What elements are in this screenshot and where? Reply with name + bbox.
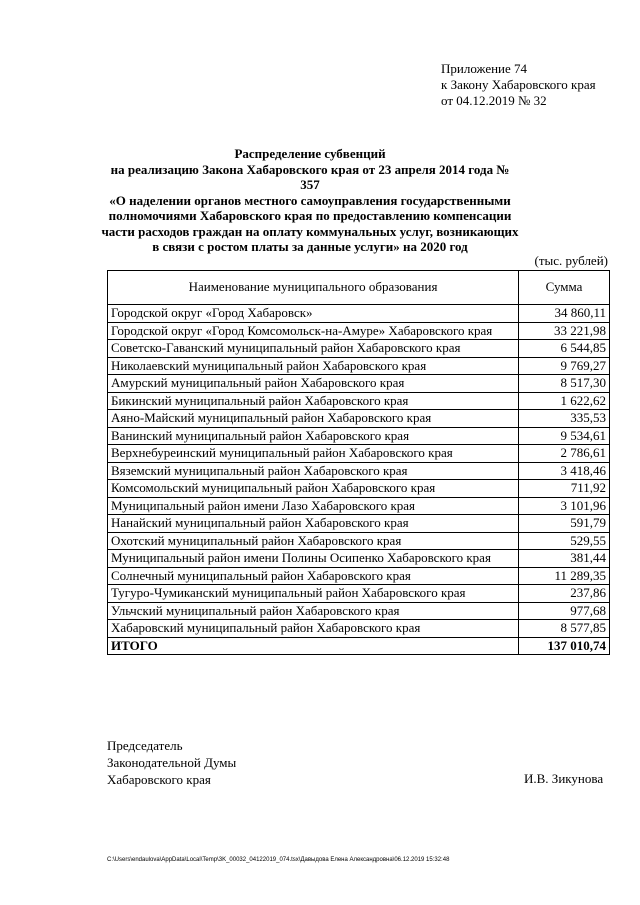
total-sum: 137 010,74: [519, 637, 610, 655]
row-name: Хабаровский муниципальный район Хабаровского края: [108, 620, 519, 638]
row-sum: 9 534,61: [519, 427, 610, 445]
row-name: Советско-Гаванский муниципальный район Хабаровского края: [108, 340, 519, 358]
table-row: [108, 462, 610, 480]
table-row: [108, 427, 610, 445]
row-name: Нанайский муниципальный район Хабаровского края: [108, 515, 519, 533]
title-line-2: на реализацию Закона Хабаровского края от 23 апреля 2014 года № 357: [110, 161, 510, 192]
table-row: [108, 602, 610, 620]
row-name: Городской округ «Город Хабаровск»: [108, 305, 519, 323]
signer-name: И.В. Зикунова: [524, 771, 604, 786]
row-name: Муниципальный район имени Полины Осипенко Хабаровского края: [108, 550, 519, 568]
table-row: [108, 567, 610, 585]
column-header-name: Наименование муниципального образования: [108, 271, 519, 305]
row-sum: 9 769,27: [519, 357, 610, 375]
table-row: [108, 392, 610, 410]
signature-title-2: Законодательной Думы: [107, 755, 237, 770]
row-sum: 2 786,61: [519, 445, 610, 463]
total-row: [108, 637, 610, 655]
row-sum: 33 221,98: [519, 322, 610, 340]
subsidy-table: [107, 270, 610, 655]
table-row: [108, 445, 610, 463]
footer-file-path: C:\Users\endaulova\AppData\Local\Temp\3K_00032_04122019_074.tsx\Давыдова Елена Александровна\06.12.2019 15:32:48: [107, 857, 450, 863]
row-name: Комсомольский муниципальный район Хабаровского края: [108, 480, 519, 498]
row-sum: 711,92: [519, 480, 610, 498]
row-sum: 3 101,96: [519, 497, 610, 515]
table-row: [108, 305, 610, 323]
row-name: Тугуро-Чумиканский муниципальный район Хабаровского края: [108, 585, 519, 603]
appendix-label: Приложение 74: [441, 61, 528, 76]
row-name: Николаевский муниципальный район Хабаровского края: [108, 357, 519, 375]
row-sum: 381,44: [519, 550, 610, 568]
document-title: [100, 146, 520, 255]
table-row: [108, 375, 610, 393]
row-name: Муниципальный район имени Лазо Хабаровского края: [108, 497, 519, 515]
row-name: Вяземский муниципальный район Хабаровского края: [108, 462, 519, 480]
table-row: [108, 497, 610, 515]
row-sum: 335,53: [519, 410, 610, 428]
total-label: ИТОГО: [108, 637, 519, 655]
row-name: Ванинский муниципальный район Хабаровского края: [108, 427, 519, 445]
row-name: Ульчский муниципальный район Хабаровского края: [108, 602, 519, 620]
signature-title-1: Председатель: [107, 738, 183, 753]
appendix-header: [441, 61, 596, 109]
row-sum: 6 544,85: [519, 340, 610, 358]
row-name: Солнечный муниципальный район Хабаровского края: [108, 567, 519, 585]
table-row: [108, 515, 610, 533]
date-reference: от 04.12.2019 № 32: [441, 93, 547, 108]
table-row: [108, 480, 610, 498]
row-sum: 11 289,35: [519, 567, 610, 585]
row-sum: 529,55: [519, 532, 610, 550]
table-row: [108, 550, 610, 568]
title-line-1: Распределение субвенций: [234, 146, 386, 161]
table-row: [108, 322, 610, 340]
table-row: [108, 340, 610, 358]
table-row: [108, 357, 610, 375]
row-name: Амурский муниципальный район Хабаровского края: [108, 375, 519, 393]
title-line-3: «О наделении органов местного самоуправления государственными полномочиями Хабаровского края по предоставлению компенсации части расходов граждан на оплату коммунальных услуг, возникающих в связи с ростом платы за данные услуги» на 2020 год: [101, 192, 519, 254]
row-name: Городской округ «Город Комсомольск-на-Амуре» Хабаровского края: [108, 322, 519, 340]
table-row: [108, 620, 610, 638]
row-sum: 3 418,46: [519, 462, 610, 480]
row-sum: 8 517,30: [519, 375, 610, 393]
row-sum: 8 577,85: [519, 620, 610, 638]
row-sum: 977,68: [519, 602, 610, 620]
row-name: Бикинский муниципальный район Хабаровского края: [108, 392, 519, 410]
law-reference: к Закону Хабаровского края: [441, 77, 596, 92]
signature-title-3: Хабаровского края: [107, 772, 211, 787]
row-name: Верхнебуреинский муниципальный район Хабаровского края: [108, 445, 519, 463]
row-sum: 237,86: [519, 585, 610, 603]
table-header-row: [108, 271, 610, 305]
row-name: Аяно-Майский муниципальный район Хабаровского края: [108, 410, 519, 428]
units-label: (тыс. рублей): [534, 253, 608, 268]
table-row: [108, 410, 610, 428]
column-header-sum: Сумма: [519, 271, 610, 305]
row-sum: 1 622,62: [519, 392, 610, 410]
table-row: [108, 532, 610, 550]
row-sum: 591,79: [519, 515, 610, 533]
row-sum: 34 860,11: [519, 305, 610, 323]
table-row: [108, 585, 610, 603]
signature-block: [107, 737, 236, 788]
row-name: Охотский муниципальный район Хабаровского края: [108, 532, 519, 550]
